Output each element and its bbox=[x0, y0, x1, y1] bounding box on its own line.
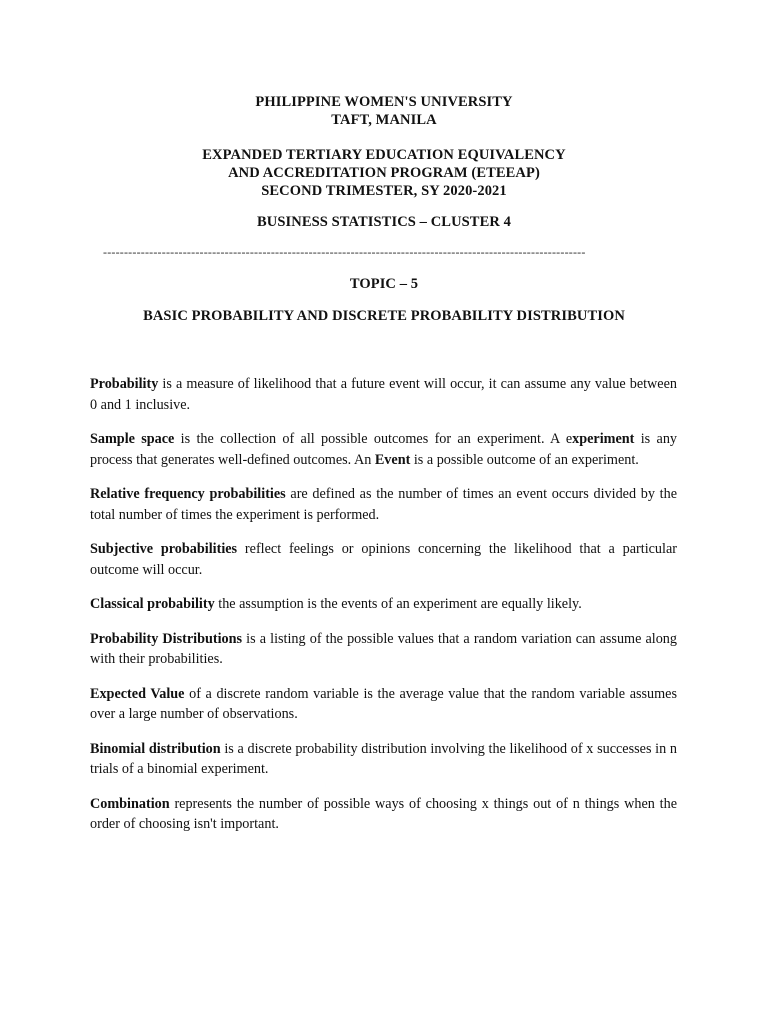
definition-term: Relative frequency probabilities bbox=[90, 486, 286, 502]
course-block bbox=[0, 213, 768, 231]
program-block bbox=[0, 146, 768, 200]
definition-paragraph bbox=[90, 684, 677, 725]
definition-text: is a possible outcome of an experiment. bbox=[410, 451, 639, 468]
definition-paragraph bbox=[90, 539, 677, 580]
course-title: BUSINESS STATISTICS – CLUSTER 4 bbox=[257, 214, 511, 230]
definition-term: Event bbox=[374, 451, 411, 468]
definition-term: Classical probability bbox=[90, 596, 215, 612]
program-line-2: AND ACCREDITATION PROGRAM (ETEEAP) bbox=[228, 165, 540, 181]
definitions-list bbox=[90, 374, 677, 849]
definition-term: Probability Distributions bbox=[90, 630, 243, 647]
definition-term: Probability bbox=[90, 376, 159, 392]
definition-text: the assumption is the events of an experiment are equally likely. bbox=[214, 596, 582, 612]
definition-text: represents the number of possible ways of choosing x things out of n things when the order of choosing isn't important. bbox=[90, 795, 677, 832]
topic-number-text: TOPIC – 5 bbox=[349, 276, 419, 292]
definition-text: are defined as the number of times an event occurs divided by the total number of times the experiment is performed. bbox=[90, 486, 677, 523]
definition-paragraph bbox=[90, 794, 677, 835]
topic-title bbox=[0, 307, 768, 325]
definition-text: is a listing of the possible values that a random variation can assume along with their probabilities. bbox=[90, 630, 677, 667]
definition-term: Expected Value bbox=[90, 685, 185, 702]
term-line: SECOND TRIMESTER, SY 2020-2021 bbox=[261, 183, 507, 199]
definition-text: is a measure of likelihood that a future event will occur, it can assume any value between 0 and 1 inclusive. bbox=[90, 376, 677, 413]
definition-paragraph bbox=[90, 484, 677, 525]
definition-text: is the collection of all possible outcomes for an experiment. A e bbox=[174, 431, 573, 447]
definition-text: of a discrete random variable is the average value that the random variable assumes over a large number of observations. bbox=[90, 685, 677, 722]
definition-term: Sample space bbox=[90, 431, 175, 447]
definition-term: Subjective probabilities bbox=[90, 541, 238, 557]
definition-paragraph bbox=[90, 739, 677, 780]
definition-text: reflect feelings or opinions concerning the likelihood that a particular outcome will occur. bbox=[90, 541, 677, 578]
program-line-1: EXPANDED TERTIARY EDUCATION EQUIVALENCY bbox=[202, 147, 566, 163]
topic-title-text: BASIC PROBABILITY AND DISCRETE PROBABILITY DISTRIBUTION bbox=[143, 308, 625, 324]
definition-term: Combination bbox=[90, 795, 170, 812]
definition-text: is any process that generates well-defined outcomes. An bbox=[90, 431, 678, 468]
definition-paragraph bbox=[90, 594, 677, 615]
definition-paragraph bbox=[90, 429, 677, 470]
dashed-divider: ------------------------------------------------------------------------------------------------------------------- bbox=[103, 245, 586, 259]
topic-number bbox=[0, 275, 768, 293]
definition-text: is a discrete probability distribution involving the likelihood of x successes in n trials of a binomial experiment. bbox=[90, 740, 677, 777]
definition-term: xperiment bbox=[572, 431, 635, 447]
definition-paragraph bbox=[90, 629, 677, 670]
definition-term: Binomial distribution bbox=[90, 740, 221, 757]
university-name: PHILIPPINE WOMEN'S UNIVERSITY bbox=[255, 94, 513, 110]
university-location: TAFT, MANILA bbox=[331, 112, 437, 128]
definition-paragraph bbox=[90, 374, 677, 415]
institution-block bbox=[0, 93, 768, 129]
